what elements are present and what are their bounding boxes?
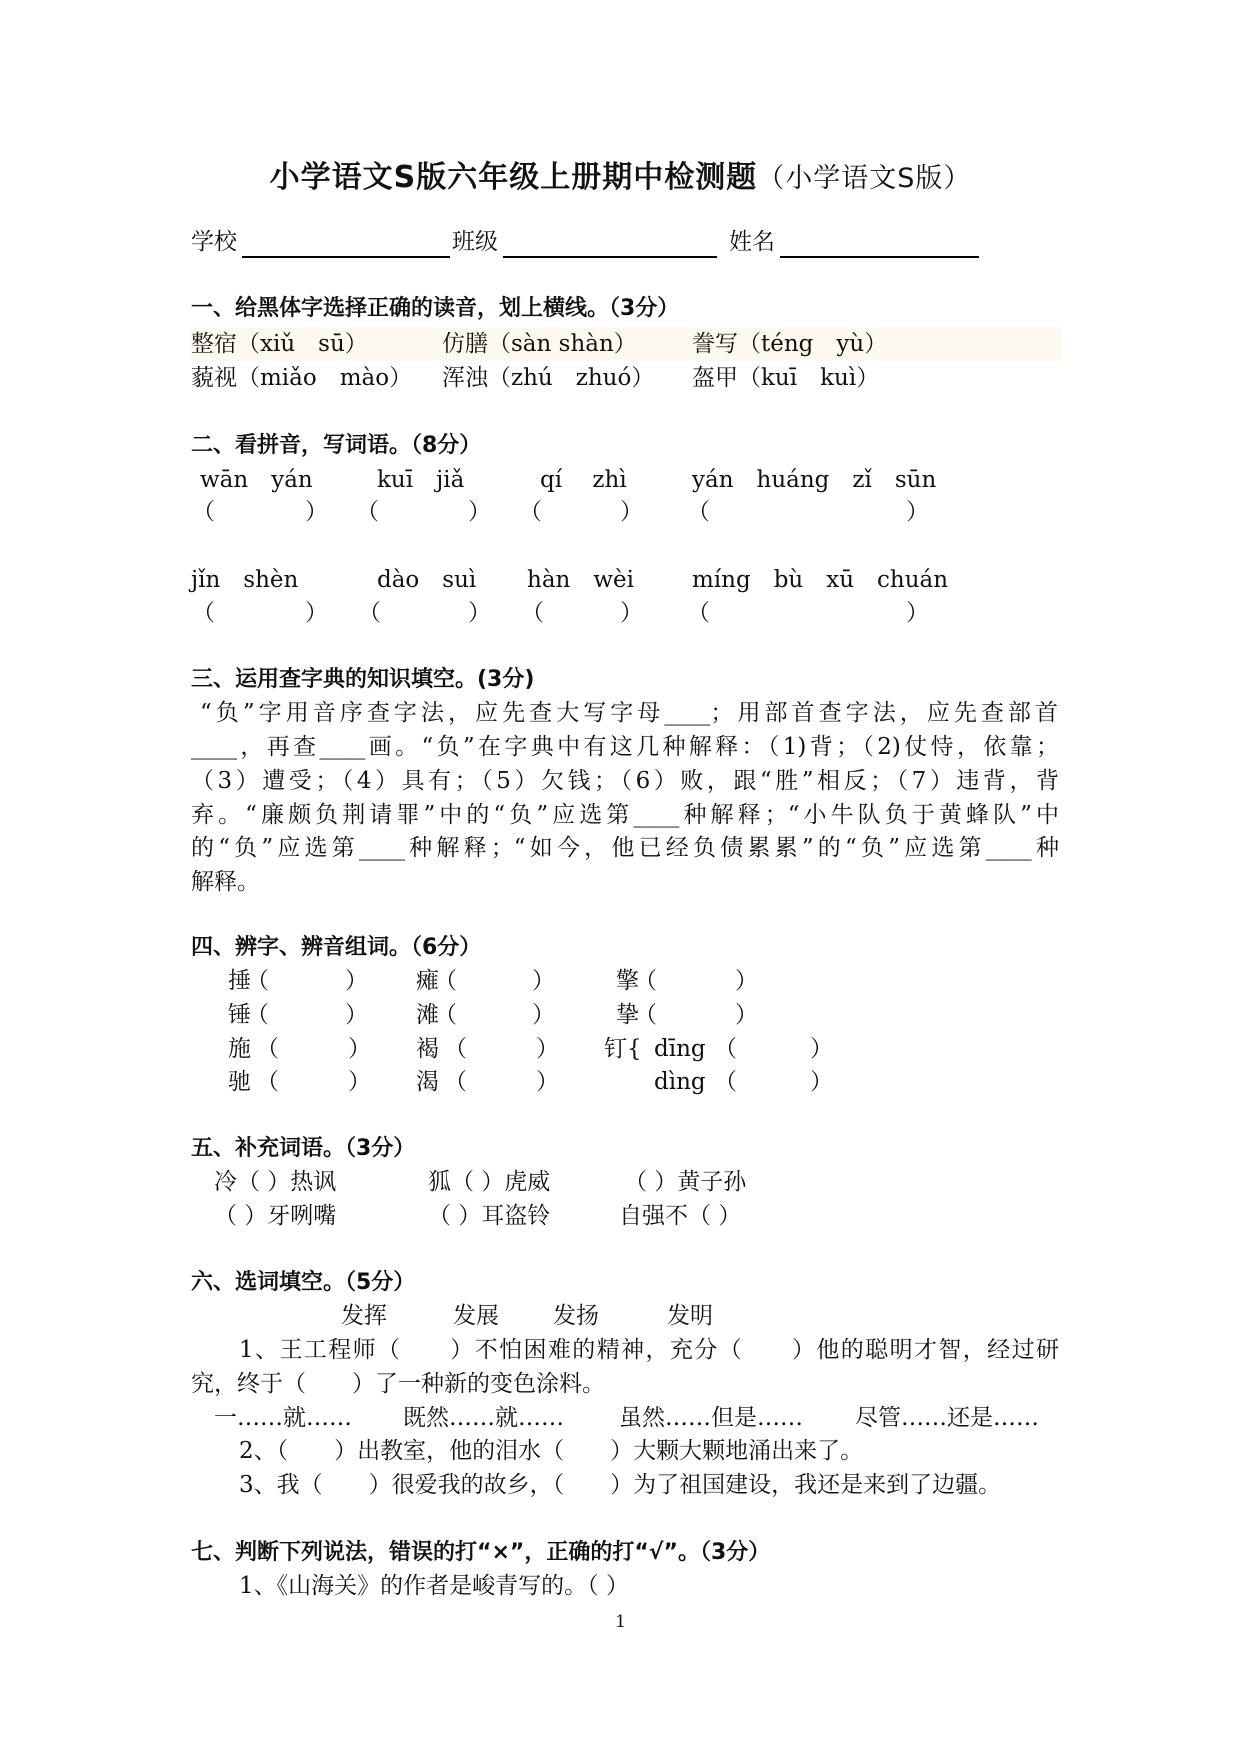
answer-close: ） — [348, 1069, 371, 1095]
page-number: 1 — [615, 1612, 626, 1632]
class-label: 班级 — [452, 229, 498, 255]
answer-open[interactable]: （ — [256, 1069, 279, 1095]
answer-close: ） — [620, 600, 643, 626]
answer-open[interactable]: （ — [634, 968, 657, 994]
answer-open[interactable]: （ — [358, 600, 381, 626]
answer-close: ） — [345, 968, 368, 994]
answer-close: ） — [906, 600, 929, 626]
pinyin: qí zhì — [540, 467, 627, 493]
name-label: 姓名 — [729, 229, 775, 255]
s5-item: （ ）黄子孙 — [624, 1169, 747, 1195]
s5-item: 狐（ ）虎威 — [428, 1169, 551, 1195]
answer-close: ） — [345, 1002, 368, 1028]
pinyin: yán huáng zǐ sūn — [692, 467, 937, 493]
title-sub: （小学语文S版） — [757, 163, 972, 194]
answer-close: ） — [468, 600, 491, 626]
s1-item: 仿膳（sàn shàn） — [442, 331, 637, 357]
section-3-heading: 三、运用查字典的知识填空。(3分) — [191, 667, 535, 692]
s4-char: 施 — [228, 1036, 251, 1062]
section-7-heading: 七、判断下列说法，错误的打“×”，正确的打“√”。（3分） — [191, 1540, 771, 1565]
answer-open[interactable]: （ — [444, 1069, 467, 1095]
word-option: 发挥 — [341, 1303, 387, 1329]
answer-close: ） — [735, 1002, 758, 1028]
s5-item: 冷（ ）热讽 — [214, 1169, 337, 1195]
s4-char: 锤 — [228, 1002, 251, 1028]
word-option: 发展 — [453, 1303, 499, 1329]
answer-close: ） — [620, 499, 643, 525]
answer-close: ） — [735, 968, 758, 994]
s6-q1-line1: 1、王工程师（ ）不怕困难的精神，充分（ ）他的聪明才智，经过研 — [239, 1337, 1059, 1363]
s1-item: 盔甲（kuī kuì） — [692, 365, 880, 391]
connector-option: 既然……就…… — [403, 1405, 564, 1431]
s1-item: 浑浊（zhú zhuó） — [442, 365, 655, 391]
s3-line: 弃。“廉颇负荆请罪”中的“负”应选第____种解释；“小牛队负于黄蜂队”中 — [191, 802, 1059, 828]
answer-open[interactable]: （ — [519, 499, 542, 525]
answer-close: ） — [305, 600, 328, 626]
s5-item: （ ）牙咧嘴 — [214, 1203, 337, 1229]
page-title — [0, 152, 1241, 196]
s4-char: 瘫 — [416, 968, 439, 994]
connector-option: 一……就…… — [214, 1405, 352, 1431]
answer-open[interactable]: （ — [434, 968, 457, 994]
word-option: 发明 — [667, 1303, 713, 1329]
s4-char: 擎 — [616, 968, 639, 994]
name-field[interactable] — [780, 256, 979, 258]
s4-char: 渴 — [416, 1069, 439, 1095]
s6-q1-line2: 究，终于（ ）了一种新的变色涂料。 — [191, 1371, 605, 1397]
s4-char: 滩 — [416, 1002, 439, 1028]
section-5-heading: 五、补充词语。（3分） — [191, 1136, 416, 1161]
answer-close: ） — [532, 968, 555, 994]
s3-line: “负”字用音序查字法，应先查大写字母____；用部首查字法，应先查部首 — [200, 700, 1058, 726]
section-1-heading: 一、给黑体字选择正确的读音，划上横线。（3分） — [191, 296, 680, 321]
answer-close: ） — [348, 1036, 371, 1062]
s4-ding1: dīng — [654, 1036, 706, 1062]
s4-char: 挚 — [616, 1002, 639, 1028]
s3-line: （3）遭受；（4）具有；（5）欠钱；（6）败，跟“胜”相反；（7）违背，背 — [191, 768, 1059, 794]
section-4-heading: 四、辨字、辨音组词。（6分） — [191, 935, 482, 960]
class-field[interactable] — [503, 256, 717, 258]
pinyin: wān yán — [200, 467, 313, 493]
s1-item: 藐视（miǎo mào） — [191, 365, 413, 391]
section-6-heading: 六、选词填空。（5分） — [191, 1270, 416, 1295]
section-2-heading: 二、看拼音，写词语。（8分） — [191, 433, 482, 458]
answer-open[interactable]: （ — [356, 499, 379, 525]
answer-open[interactable]: （ — [714, 1036, 737, 1062]
s4-ding2: dìng — [654, 1069, 706, 1095]
s7-q1: 1、《山海关》的作者是峻青写的。（ ） — [239, 1573, 629, 1599]
s5-item: 自强不（ ） — [619, 1203, 742, 1229]
answer-close: ） — [810, 1069, 833, 1095]
s4-ding-char: 钉{ — [604, 1036, 642, 1062]
pinyin: míng bù xū chuán — [692, 567, 949, 593]
title-main: 小学语文S版六年级上册期中检测题 — [269, 160, 758, 195]
answer-open[interactable]: （ — [687, 600, 710, 626]
answer-open[interactable]: （ — [246, 968, 269, 994]
answer-open[interactable]: （ — [256, 1036, 279, 1062]
s5-item: （ ）耳盗铃 — [428, 1203, 551, 1229]
connector-option: 虽然……但是…… — [619, 1405, 803, 1431]
s4-char: 驰 — [228, 1069, 251, 1095]
pinyin: dào suì — [377, 567, 477, 593]
answer-open[interactable]: （ — [687, 499, 710, 525]
answer-close: ） — [810, 1036, 833, 1062]
s6-q2: 2、（ ）出教室，他的泪水（ ）大颗大颗地涌出来了。 — [239, 1438, 864, 1464]
s4-char: 褐 — [416, 1036, 439, 1062]
answer-open[interactable]: （ — [634, 1002, 657, 1028]
s6-q3: 3、我（ ）很爱我的故乡，（ ）为了祖国建设，我还是来到了边疆。 — [239, 1472, 1002, 1498]
pinyin: kuī jiǎ — [377, 467, 465, 493]
answer-close: ） — [468, 499, 491, 525]
answer-close: ） — [536, 1036, 559, 1062]
answer-open[interactable]: （ — [521, 600, 544, 626]
s1-item: 誊写（téng yù） — [692, 331, 888, 357]
answer-open[interactable]: （ — [714, 1069, 737, 1095]
answer-close: ） — [305, 499, 328, 525]
answer-close: ） — [536, 1069, 559, 1095]
s1-item: 整宿（xiǔ sū） — [191, 331, 368, 357]
answer-open[interactable]: （ — [246, 1002, 269, 1028]
school-label: 学校 — [191, 229, 237, 255]
answer-close: ） — [906, 499, 929, 525]
word-option: 发扬 — [553, 1303, 599, 1329]
s3-line: 解释。 — [191, 869, 260, 895]
pinyin: jǐn shèn — [191, 567, 299, 593]
answer-open[interactable]: （ — [444, 1036, 467, 1062]
s3-line: ____，再查____画。“负”在字典中有这几种解释：（1)背；（2)仗恃，依靠； — [191, 734, 1059, 760]
s4-char: 捶 — [228, 968, 251, 994]
school-field[interactable] — [242, 256, 450, 258]
answer-open[interactable]: （ — [192, 499, 215, 525]
connector-option: 尽管……还是…… — [855, 1405, 1039, 1431]
s3-line: 的“负”应选第____种解释；“如今，他已经负债累累”的“负”应选第____种 — [191, 835, 1059, 861]
answer-open[interactable]: （ — [434, 1002, 457, 1028]
answer-close: ） — [532, 1002, 555, 1028]
pinyin: hàn wèi — [527, 567, 634, 593]
answer-open[interactable]: （ — [192, 600, 215, 626]
